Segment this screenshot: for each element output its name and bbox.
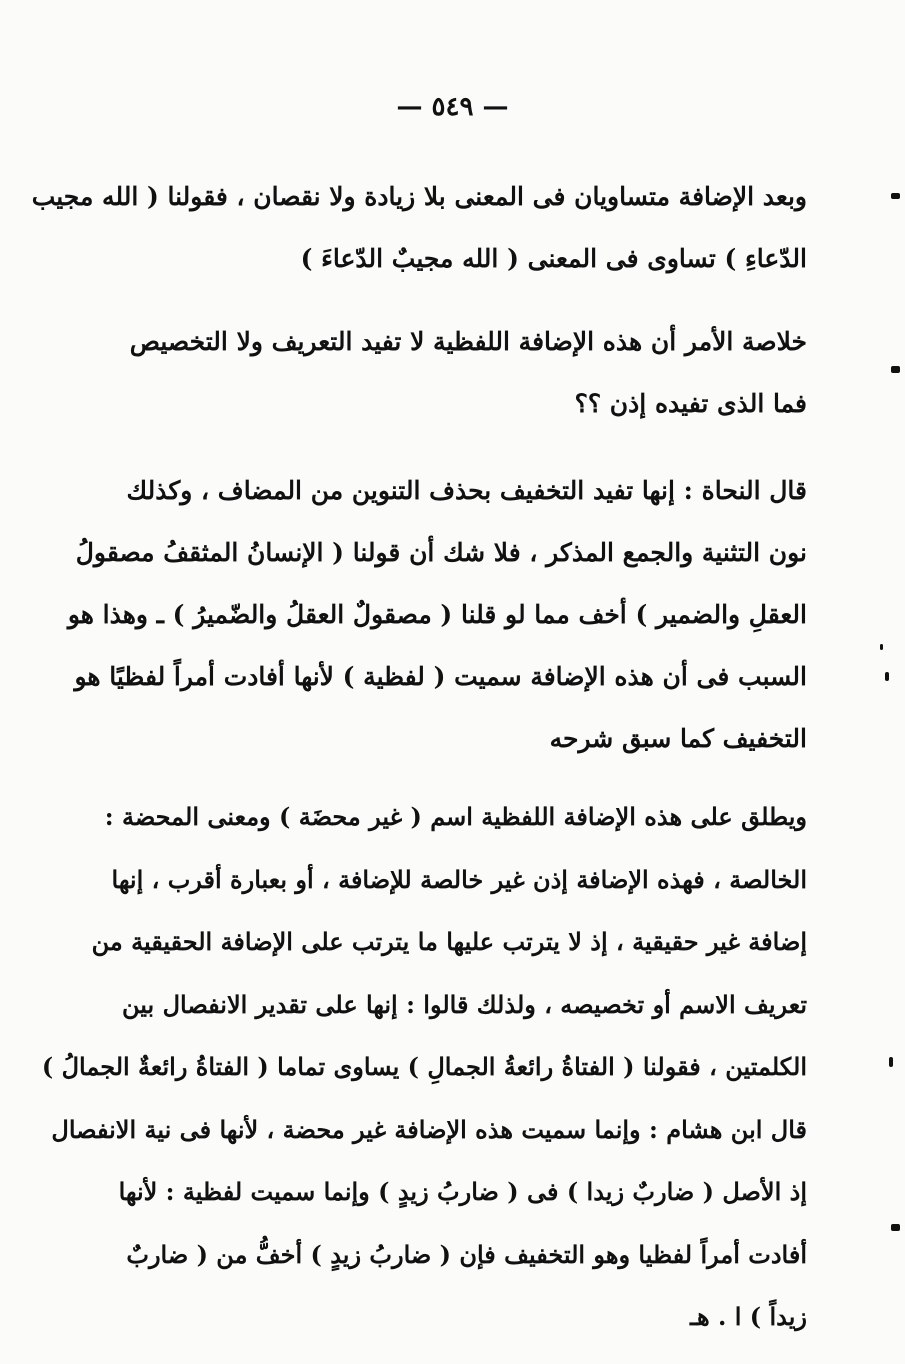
margin-ink-mark [891,366,900,373]
margin-ink-mark [891,1224,900,1231]
text-line: قال ابن هشام : وإنما سميت هذه الإضافة غير محضة ، لأنها فى نية الانفصال [51,1114,807,1144]
text-line: خلاصة الأمر أن هذه الإضافة اللفظية لا تفيد التعريف ولا التخصيص [129,327,807,356]
text-line: قال النحاة : إنها تفيد التخفيف بحذف التنوين من المضاف ، وكذلك [126,476,807,505]
margin-ink-mark [889,1057,893,1067]
text-line: أفادت أمراً لفظيا وهو التخفيف فإن ( ضاربُ زيدٍ ) أخفُّ من ( ضاربٌ [126,1239,807,1269]
margin-ink-mark [891,193,900,199]
text-line: السبب فى أن هذه الإضافة سميت ( لفظية ) لأنها أفادت أمراً لفظيًا هو [74,662,807,691]
text-line: الخالصة ، فهذه الإضافة إذن غير خالصة للإضافة ، أو بعبارة أقرب ، إنها [111,864,807,894]
paragraph-summary [129,311,807,435]
text-line: ويطلق على هذه الإضافة اللفظية اسم ( غير محضَة ) ومعنى المحضة : [104,802,807,831]
text-line: نون التثنية والجمع المذكر ، فلا شك أن قولنا ( الإنسانُ المثقفُ مصقولُ [75,538,807,567]
paragraph-non-pure-idafa [41,786,807,1349]
text-line: فما الذى تفيده إذن ؟؟ [574,389,807,418]
text-line: العقلِ والضمير ) أخف مما لو قلنا ( مصقولٌ العقلُ والضّميرُ ) ـ وهذا هو [67,600,807,629]
text-line: الكلمتين ، فقولنا ( الفتاةُ رائعةُ الجمالِ ) يساوى تماما ( الفتاةُ رائعةٌ الجمالُ ) [41,1052,807,1081]
paragraph-equivalence [31,166,807,290]
text-line: الدّعاءِ ) تساوى فى المعنى ( الله مجيبٌ الدّعاءَ ) [300,244,807,273]
margin-ink-mark [880,644,883,650]
text-line: وبعد الإضافة متساويان فى المعنى بلا زيادة ولا نقصان ، فقولنا ( الله مجيب [31,182,807,211]
margin-ink-mark [885,672,889,681]
text-line: إضافة غير حقيقية ، إذ لا يترتب عليها ما يترتب على الإضافة الحقيقية من [91,927,807,956]
page-number: — ٥٤٩ — [396,92,509,122]
text-line: إذ الأصل ( ضاربٌ زيدا ) فى ( ضاربُ زيدٍ ) وإنما سميت لفظية : لأنها [118,1177,807,1206]
paragraph-grammarians [67,460,807,770]
text-line: زيداً ) ا . هـ [689,1302,807,1331]
text-line: تعريف الاسم أو تخصيصه ، ولذلك قالوا : إنها على تقدير الانفصال بين [122,989,807,1019]
text-line: التخفيف كما سبق شرحه [549,724,807,753]
